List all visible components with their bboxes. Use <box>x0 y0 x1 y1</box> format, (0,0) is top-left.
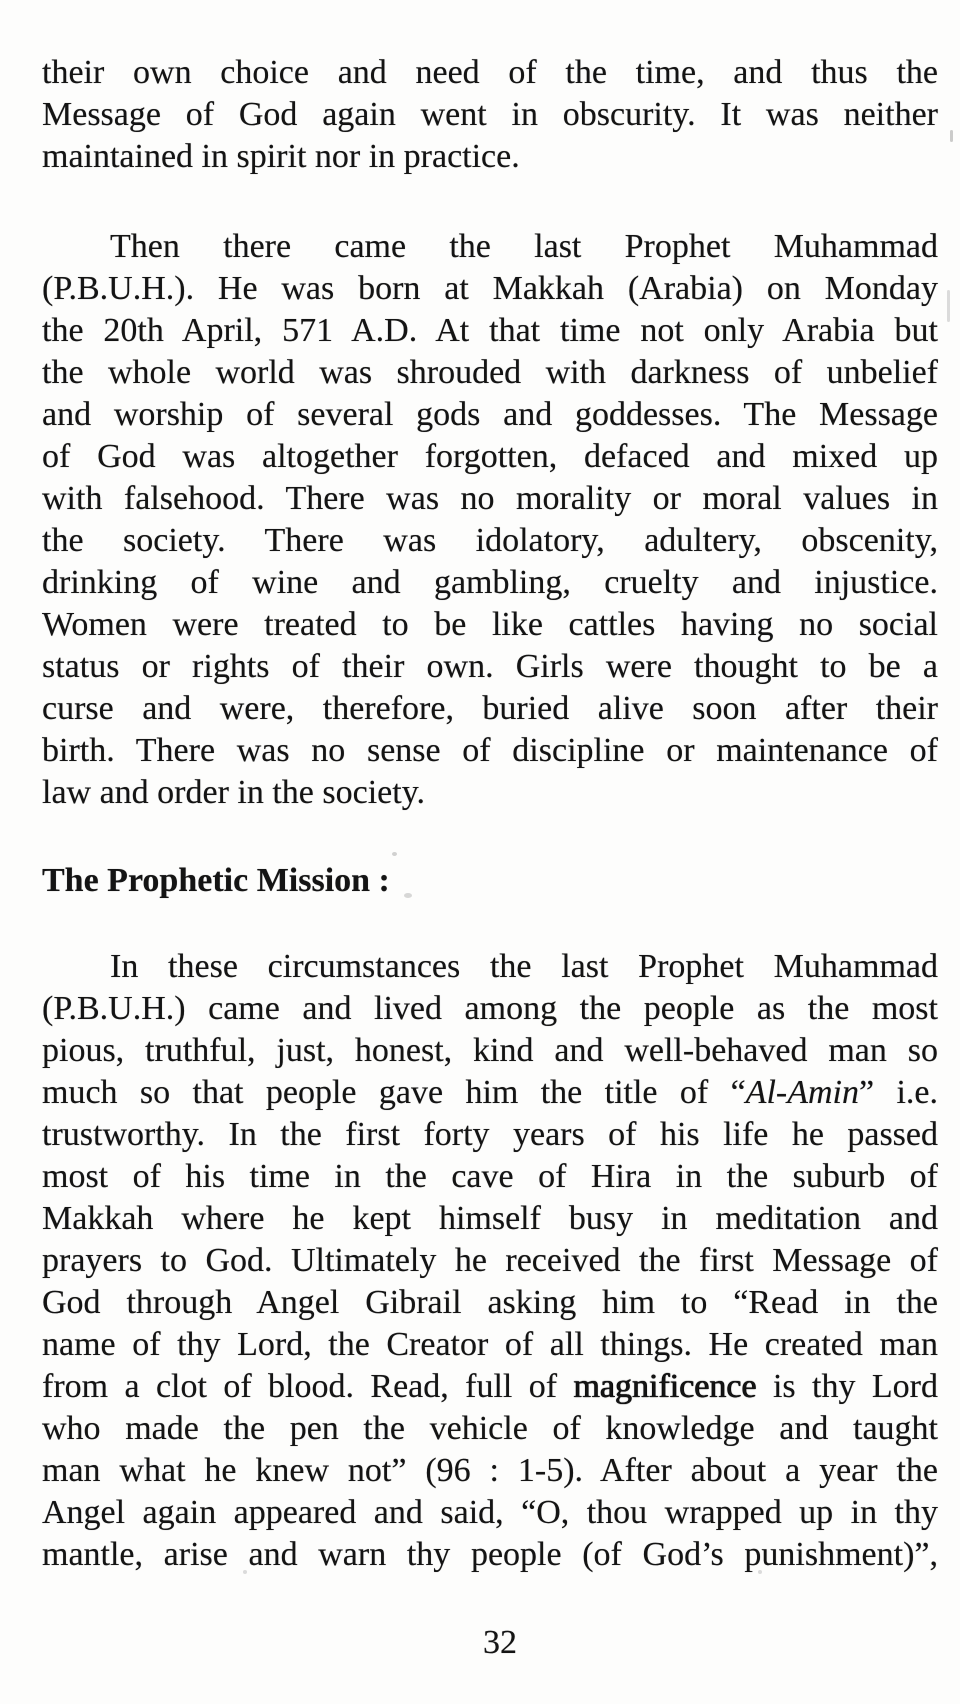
scan-speck <box>243 1570 247 1574</box>
text-line: prayers to God. Ultimately he received the first Message of <box>42 1242 938 1279</box>
text-line: from a clot of blood. Read, full of magnificence is thy Lord <box>42 1368 938 1405</box>
text-line: and worship of several gods and goddesses. The Message <box>42 396 938 433</box>
text-line: pious, truthful, just, honest, kind and well-behaved man so <box>42 1032 938 1069</box>
text-line: (P.B.U.H.). He was born at Makkah (Arabia) on Monday <box>42 270 938 307</box>
paragraph <box>42 946 938 1576</box>
text-block <box>42 52 938 1576</box>
text-line: mantle, arise and warn thy people (of God’s punishment)”, <box>42 1536 938 1573</box>
text-line: their own choice and need of the time, and thus the <box>42 54 938 91</box>
text-line: law and order in the society. <box>42 774 425 811</box>
text-line: who made the pen the vehicle of knowledge and taught <box>42 1410 938 1447</box>
text-line: most of his time in the cave of Hira in the suburb of <box>42 1158 938 1195</box>
scan-speck <box>404 893 412 898</box>
paragraph <box>42 226 938 814</box>
text-line: God through Angel Gibrail asking him to “Read in the <box>42 1284 938 1321</box>
text-line: Women were treated to be like cattles having no social <box>42 606 938 643</box>
text-line: Then there came the last Prophet Muhammad <box>110 228 938 265</box>
text-line: Message of God again went in obscurity. It was neither <box>42 96 938 133</box>
text-line: birth. There was no sense of discipline or maintenance of <box>42 732 938 769</box>
scan-speck <box>392 852 397 856</box>
page-number: 32 <box>483 1624 517 1661</box>
section-heading: The Prophetic Mission : <box>42 862 390 899</box>
text-line: Angel again appeared and said, “O, thou wrapped up in thy <box>42 1494 938 1531</box>
text-line: In these circumstances the last Prophet Muhammad <box>110 948 938 985</box>
text-line: with falsehood. There was no morality or moral values in <box>42 480 938 517</box>
paragraph <box>42 52 938 178</box>
text-line: drinking of wine and gambling, cruelty and injustice. <box>42 564 938 601</box>
text-line: curse and were, therefore, buried alive soon after their <box>42 690 938 727</box>
emphasized-text: magnificence <box>573 1368 757 1405</box>
text-line: (P.B.U.H.) came and lived among the people as the most <box>42 990 938 1027</box>
text-line: much so that people gave him the title of “Al-Amin” i.e. <box>42 1074 938 1111</box>
text-line: status or rights of their own. Girls were thought to be a <box>42 648 938 685</box>
scan-speck <box>947 290 950 322</box>
text-line: name of thy Lord, the Creator of all things. He created man <box>42 1326 938 1363</box>
italic-text: Al-Amin <box>745 1074 859 1111</box>
text-line: the whole world was shrouded with darkness of unbelief <box>42 354 938 391</box>
scan-speck <box>758 1570 762 1574</box>
text-line: man what he knew not” (96 : 1-5). After about a year the <box>42 1452 938 1489</box>
text-line: the society. There was idolatory, adultery, obscenity, <box>42 522 938 559</box>
text-line: Makkah where he kept himself busy in meditation and <box>42 1200 938 1237</box>
text-line: trustworthy. In the first forty years of his life he passed <box>42 1116 938 1153</box>
text-line: maintained in spirit nor in practice. <box>42 138 520 175</box>
scan-speck <box>950 130 953 142</box>
text-line: of God was altogether forgotten, defaced and mixed up <box>42 438 938 475</box>
text-line: the 20th April, 571 A.D. At that time not only Arabia but <box>42 312 938 349</box>
